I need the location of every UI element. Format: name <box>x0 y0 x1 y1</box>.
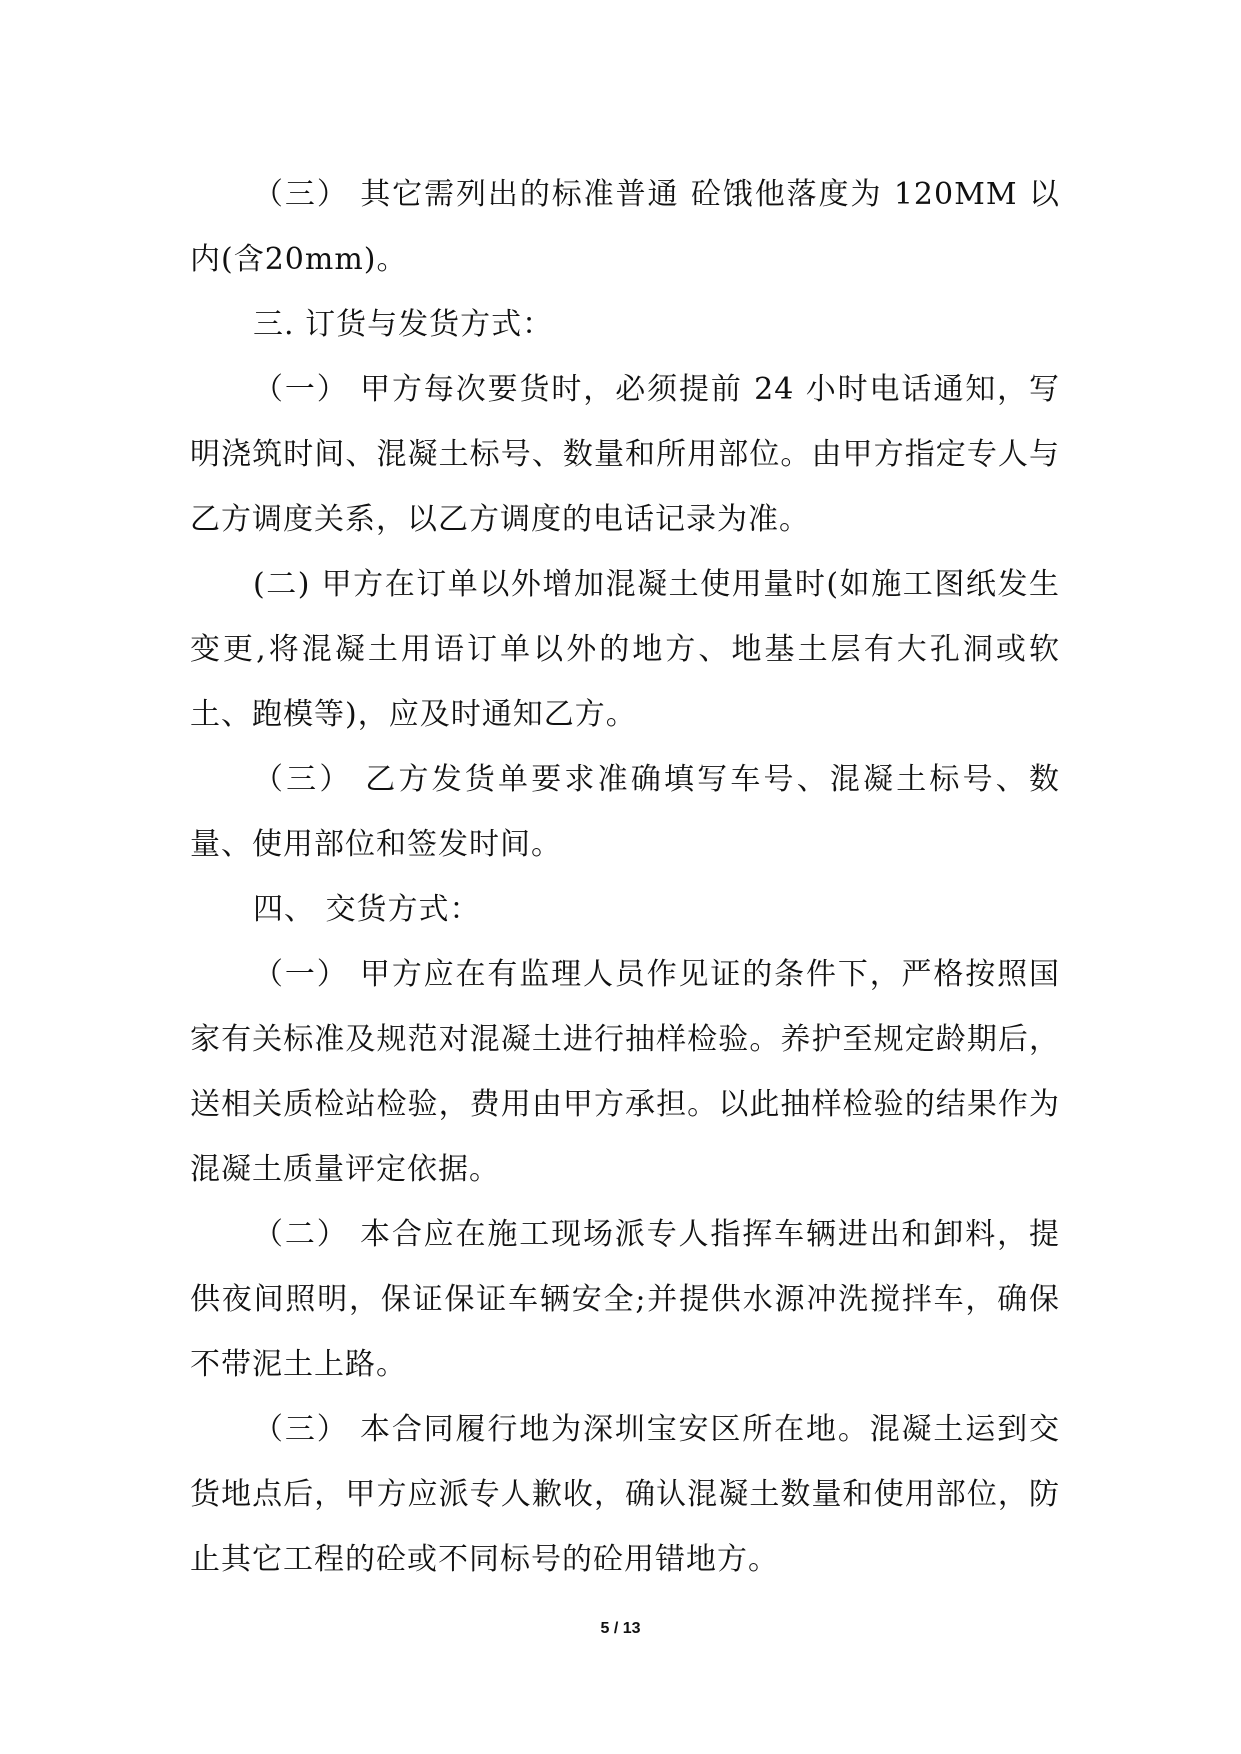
section-heading-ordering-and-delivery: 三. 订货与发货方式： <box>253 307 554 342</box>
paragraph-order-notice: （一） 甲方每次要货时，必须提前 24 小时电话通知，写明浇筑时间、混凝土标号、数量和所用部位。由甲方指定专人与乙方调度关系，以乙方调度的电话记录为准。 <box>190 372 1060 537</box>
section-heading-handover-method: 四、 交货方式： <box>253 892 481 927</box>
paragraph-slump-standard: （三） 其它需列出的标准普通 砼饿他落度为 120MM 以内(含20mm)。 <box>190 177 1060 277</box>
paragraph-sampling-inspection: （一） 甲方应在有监理人员作见证的条件下，严格按照国家有关标准及规范对混凝土进行抽样检验。养护至规定龄期后，送相关质检站检验，费用由甲方承担。以此抽样检验的结果作为混凝土质量评定依据。 <box>190 957 1060 1187</box>
document-body <box>190 162 1060 1592</box>
paragraph-site-direction: （二） 本合应在施工现场派专人指挥车辆进出和卸料，提供夜间照明，保证保证车辆安全;并提供水源冲洗搅拌车，确保不带泥土上路。 <box>190 1217 1060 1382</box>
paragraph-additional-volume: (二) 甲方在订单以外增加混凝土使用量时(如施工图纸发生变更,将混凝土用语订单以外的地方、地基土层有大孔洞或软土、跑模等)，应及时通知乙方。 <box>190 567 1060 732</box>
paragraph-place-of-performance: （三） 本合同履行地为深圳宝安区所在地。混凝土运到交货地点后，甲方应派专人歉收，确认混凝土数量和使用部位，防止其它工程的砼或不同标号的砼用错地方。 <box>190 1412 1060 1577</box>
page-number: 5 / 13 <box>600 1620 641 1637</box>
paragraph-delivery-note: （三） 乙方发货单要求准确填写车号、混凝土标号、数量、使用部位和签发时间。 <box>190 762 1060 862</box>
